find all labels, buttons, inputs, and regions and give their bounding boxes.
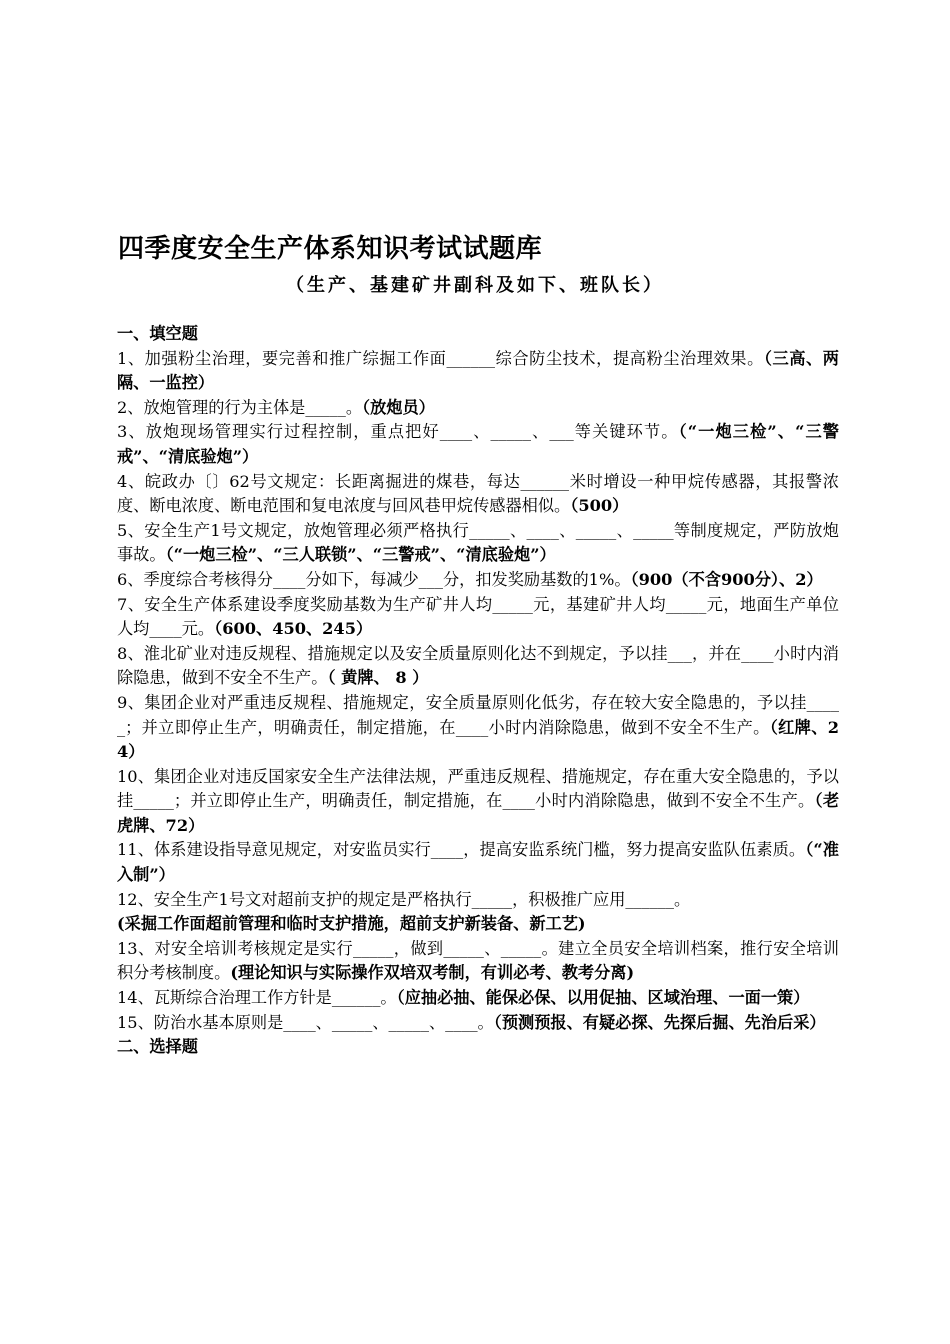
question-answer: (理论知识与实际操作双培双考制，有训必考、教考分离) [230,963,635,983]
question-text: 9、集团企业对严重违反规程、措施规定，安全质量原则化低劣，存在较大安全隐患的，予以挂_____；并立即停止生产，明确责任，制定措施，在____小时内消除隐患，做到不安全不生产。 [117,692,839,737]
question-7 [117,593,839,642]
question-text: 3、放炮现场管理实行过程控制，重点把好____、_____、___等关键环节。 [117,422,679,442]
question-answer: （“一炮三检”、“三警戒”、“清底验炮”） [117,422,839,466]
question-answer: （ 黄牌、 8 ） [327,668,429,688]
question-text: 15、防治水基本原则是____、_____、_____、____。 [117,1012,494,1032]
question-8 [117,642,839,691]
question-text: 12、安全生产1号文对超前支护的规定是严格执行_____，积极推广应用______。 [117,889,691,909]
question-answer: （900（不含900分）、2） [630,569,823,589]
question-answer: （三高、两隔、一监控） [117,348,839,393]
question-answer: （“一炮三检”、“三人联锁”、“三警戒”、“清底验炮”） [165,545,556,565]
section-heading-multiple-choice: 二、选择题 [117,1037,198,1057]
question-3 [117,420,839,469]
question-text: 14、瓦斯综合治理工作方针是______。 [117,988,397,1008]
question-answer: （预测预报、有疑必探、先探后掘、先治后采） [493,1012,826,1032]
question-text: 5、安全生产1号文规定，放炮管理必须严格执行_____、____、_____、_____等制度规定，严防放炮事故。 [117,520,839,565]
question-answer: （放炮员） [362,397,435,417]
question-text: 4、皖政办〔〕62号文规定：长距离掘进的煤巷，每达______米时增设一种甲烷传感器，其报警浓度、断电浓度、断电范围和复电浓度与回风巷甲烷传感器相似。 [117,471,839,516]
question-text: 2、放炮管理的行为主体是_____。 [117,397,363,417]
document-subtitle: （生产、基建矿井副科及如下、班队长） [286,275,664,296]
question-answer: （500） [570,496,629,516]
question-answer: （“准入制”） [117,840,839,885]
question-6 [117,568,839,593]
document-body [117,322,839,1060]
question-answer: （应抽必抽、能保必保、以用促抽、区域治理、一面一策） [396,988,810,1008]
question-answer: （600、450、245） [214,619,373,639]
question-text: 6、季度综合考核得分____分如下，每减少___分，扣发奖励基数的1%。 [117,569,631,589]
question-14 [117,986,839,1011]
document-title: 四季度安全生产体系知识考试试题库 [118,234,543,264]
question-answer: （老虎牌、72） [117,791,840,835]
question-15 [117,1011,839,1036]
question-4 [117,470,839,519]
question-10 [117,765,839,839]
question-text: 1、加强粉尘治理，要完善和推广综掘工作面______综合防尘技术，提高粉尘治理效果。 [117,348,764,368]
question-12 [117,888,839,937]
question-1 [117,347,839,396]
question-text: 8、淮北矿业对违反规程、措施规定以及安全质量原则化达不到规定，予以挂___，并在____小时内消除隐患，做到不安全不生产。 [117,643,839,688]
question-text: 10、集团企业对违反国家安全生产法律法规，严重违反规程、措施规定，存在重大安全隐患的，予以挂_____；并立即停止生产，明确责任，制定措施，在____小时内消除隐患，做到不安全不生产。 [117,766,839,811]
question-11 [117,838,839,887]
question-text: 7、安全生产体系建设季度奖励基数为生产矿井人均_____元，基建矿井人均_____元，地面生产单位人均____元。 [117,594,839,639]
question-answer: (采掘工作面超前管理和临时支护措施，超前支护新装备、新工艺) [117,914,586,934]
question-5 [117,519,839,568]
question-2 [117,396,839,421]
section-heading-fill-blank: 一、填空题 [117,324,198,343]
question-9 [117,691,839,765]
question-text: 11、体系建设指导意见规定，对安监员实行____，提高安监系统门槛，努力提高安监队伍素质。 [117,840,806,860]
question-text: 13、对安全培训考核规定是实行_____，做到_____、_____。建立全员安全培训档案，推行安全培训积分考核制度。 [117,938,839,983]
question-13 [117,937,839,986]
question-answer: （红牌、24） [117,717,839,762]
